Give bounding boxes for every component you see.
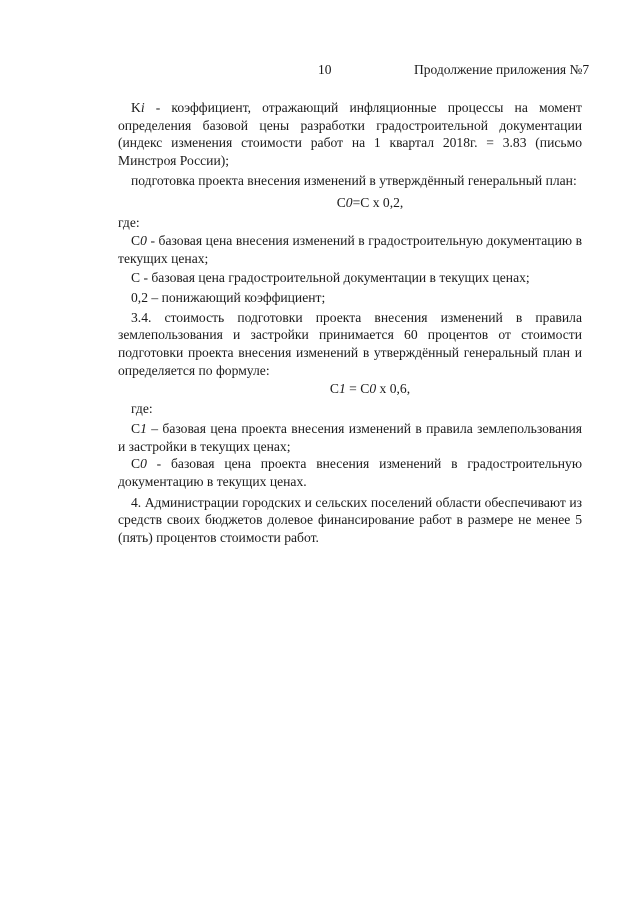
appendix-continuation: Продолжение приложения №7 xyxy=(414,62,590,77)
formula-c0-lhs-sub: 0 xyxy=(345,194,353,210)
c-definition: С - базовая цена градостроительной документации в текущих ценах; xyxy=(131,270,530,286)
c0-2-subscript: 0 xyxy=(140,456,147,472)
coefficient-definition: 0,2 – понижающий коэффициент; xyxy=(131,290,326,306)
c0-definition-2 xyxy=(118,455,582,490)
page-number: 10 xyxy=(318,62,332,77)
formula-c1-lhs-sub: 1 xyxy=(338,380,346,396)
formula-c1 xyxy=(118,380,582,398)
c0-2-symbol: С xyxy=(131,456,141,472)
ki-coefficient-paragraph xyxy=(118,99,582,170)
formula-c1-lhs: С xyxy=(329,380,339,396)
c1-definition xyxy=(118,420,582,455)
c1-symbol: С xyxy=(131,420,141,436)
where-label-1: где: xyxy=(118,215,140,231)
general-plan-intro: подготовка проекта внесения изменений в утверждённый генеральный план: xyxy=(131,172,577,188)
c0-subscript: 0 xyxy=(140,232,147,248)
item-4: 4. Администрации городских и сельских поселений области обеспечивают из средств своих бюджетов долевое финансирование работ в размере не менее 5 (пять) процентов стоимости работ. xyxy=(118,494,582,546)
document-body xyxy=(118,99,582,547)
c1-description: – базовая цена проекта внесения изменений в правила землепользования и застройки в текущих ценах; xyxy=(118,420,582,454)
ki-subscript: i xyxy=(140,100,145,115)
formula-c1-mid-sub: 0 xyxy=(369,380,377,396)
formula-c0 xyxy=(118,194,582,212)
c0-definition xyxy=(118,232,582,267)
where-label-2: где: xyxy=(131,401,153,417)
formula-c1-rhs: х 0,6, xyxy=(376,380,411,396)
c1-subscript: 1 xyxy=(140,420,147,436)
formula-c0-rhs: =С х 0,2, xyxy=(352,194,404,210)
ki-description: - коэффициент, отражающий инфляционные процессы на момент определения базовой цены разработки градостроительной документации (индекс изменения стоимости работ на 1 квартал 2018г. = 3.83 (письмо Минстроя России); xyxy=(118,100,582,169)
page-header xyxy=(0,62,640,82)
c0-2-description: - базовая цена проекта внесения изменений в градостроительную документацию в текущих ценах. xyxy=(118,456,582,490)
c0-symbol: С xyxy=(131,232,141,248)
item-3-4: 3.4. стоимость подготовки проекта внесения изменений в правила землепользования и застройки принимается 60 процентов от стоимости подготовки проекта внесения изменений в утверждённый генеральный план и определяется по формуле: xyxy=(118,309,582,378)
formula-c0-lhs: С xyxy=(336,194,346,210)
formula-c1-mid: = С xyxy=(345,380,370,396)
ki-symbol: K xyxy=(131,100,141,115)
c0-description: - базовая цена внесения изменений в градостроительную документацию в текущих ценах; xyxy=(118,232,582,266)
